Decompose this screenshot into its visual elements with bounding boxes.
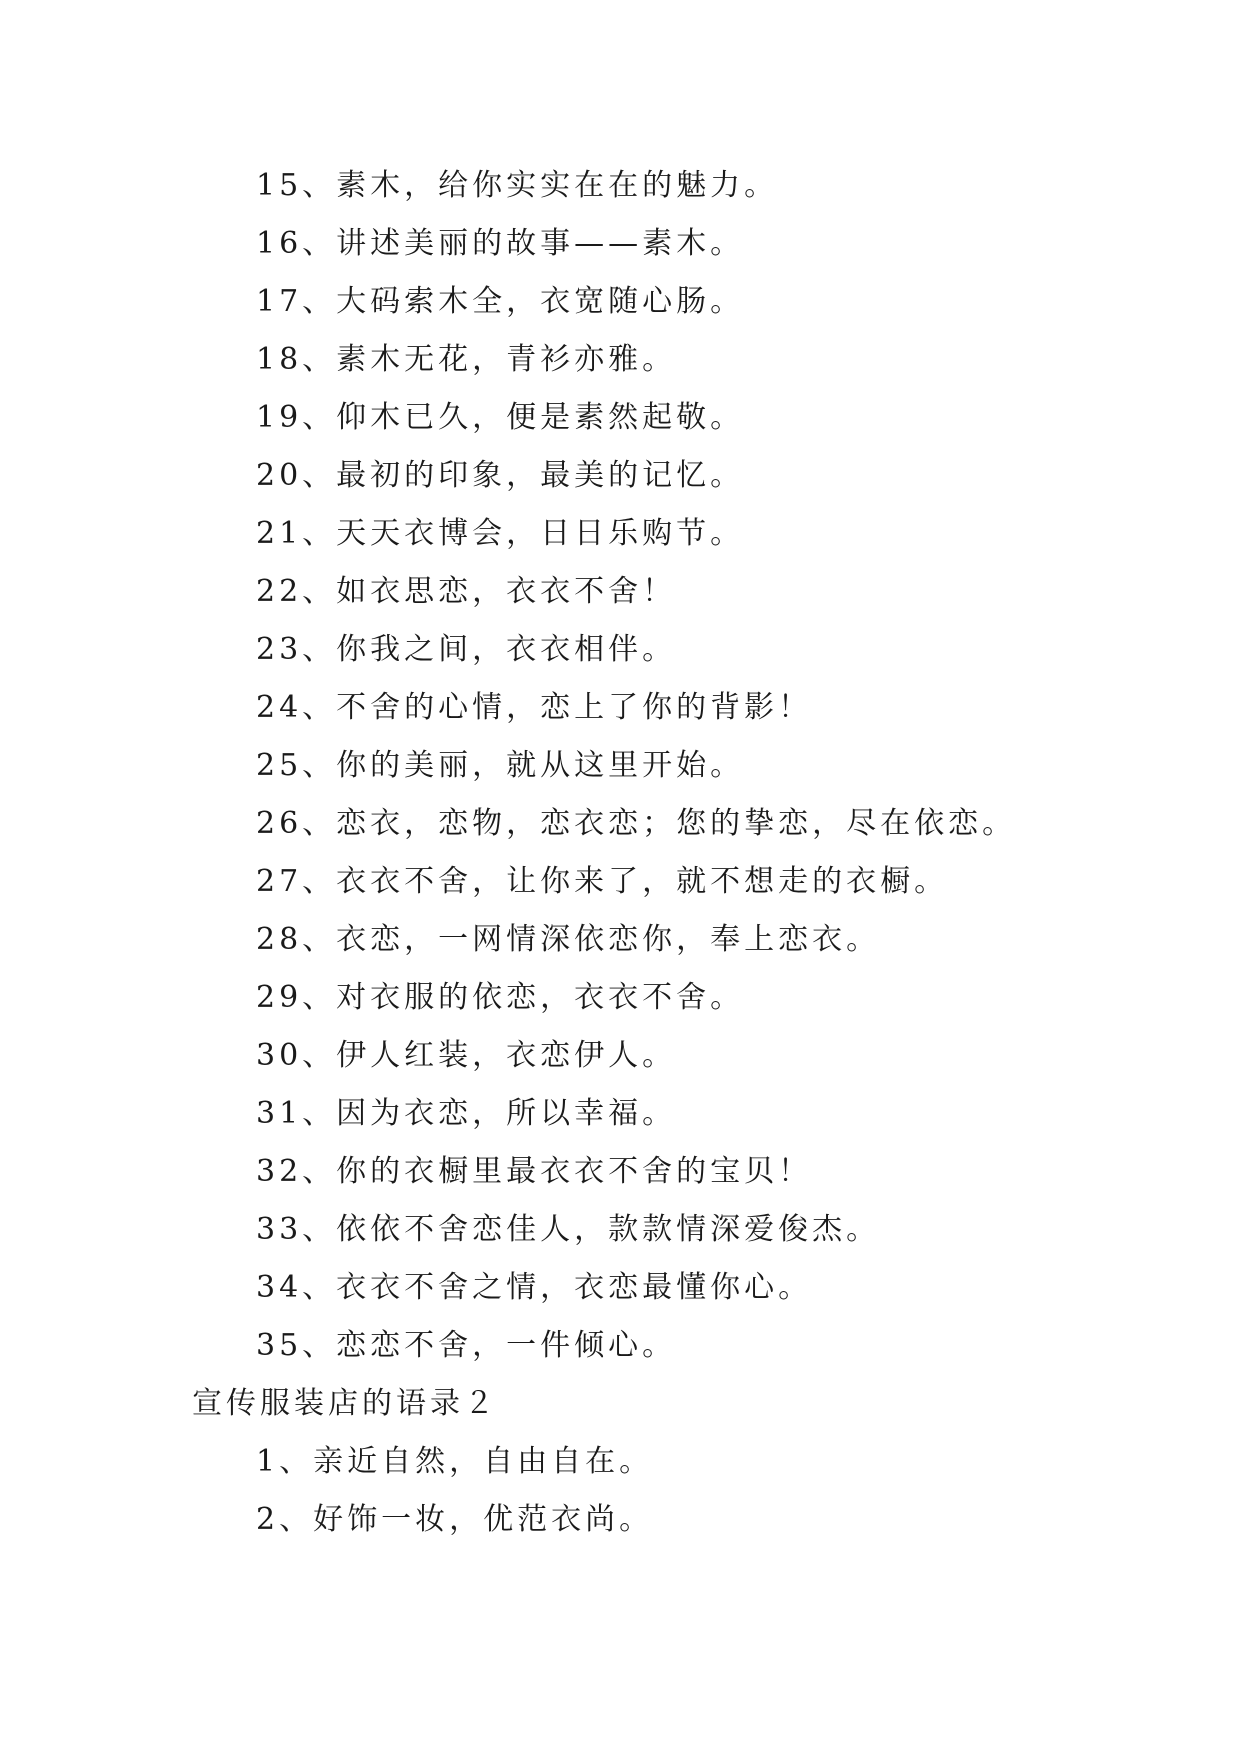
- slogan-line: 17、大码索木全，衣宽随心肠。: [256, 284, 745, 319]
- slogan-line: 18、素木无花，青衫亦雅。: [256, 342, 677, 377]
- slogan-line: 34、衣衣不舍之情，衣恋最懂你心。: [256, 1270, 813, 1305]
- slogan-line: 27、衣衣不舍，让你来了，就不想走的衣橱。: [256, 864, 949, 899]
- slogan-line: 26、恋衣，恋物，恋衣恋；您的挚恋，尽在依恋。: [256, 806, 1017, 841]
- slogan-line: 30、伊人红装，衣恋伊人。: [256, 1038, 677, 1073]
- slogan-line: 23、你我之间，衣衣相伴。: [256, 632, 677, 667]
- slogan-line: 20、最初的印象，最美的记忆。: [256, 458, 745, 493]
- slogan-line: 22、如衣思恋，衣衣不舍！: [256, 574, 677, 609]
- slogan-line: 19、仰木已久，便是素然起敬。: [256, 400, 745, 435]
- slogan-line: 16、讲述美丽的故事——素木。: [256, 226, 745, 261]
- slogan-line: 2、好饰一妆，优范衣尚。: [256, 1502, 654, 1537]
- slogan-line: 33、依依不舍恋佳人，款款情深爱俊杰。: [256, 1212, 881, 1247]
- slogan-line: 24、不舍的心情，恋上了你的背影！: [256, 690, 813, 725]
- slogan-line: 21、天天衣博会，日日乐购节。: [256, 516, 745, 551]
- slogan-line: 25、你的美丽，就从这里开始。: [256, 748, 745, 783]
- slogan-line: 1、亲近自然，自由自在。: [256, 1444, 654, 1479]
- slogan-line: 29、对衣服的依恋，衣衣不舍。: [256, 980, 745, 1015]
- slogan-line: 15、素木，给你实实在在的魅力。: [256, 168, 779, 203]
- section-heading: 宣传服装店的语录２: [192, 1386, 498, 1421]
- slogan-line: 31、因为衣恋，所以幸福。: [256, 1096, 677, 1131]
- slogan-line: 32、你的衣橱里最衣衣不舍的宝贝！: [256, 1154, 813, 1189]
- slogan-line: 35、恋恋不舍，一件倾心。: [256, 1328, 677, 1363]
- slogan-line: 28、衣恋，一网情深依恋你，奉上恋衣。: [256, 922, 881, 957]
